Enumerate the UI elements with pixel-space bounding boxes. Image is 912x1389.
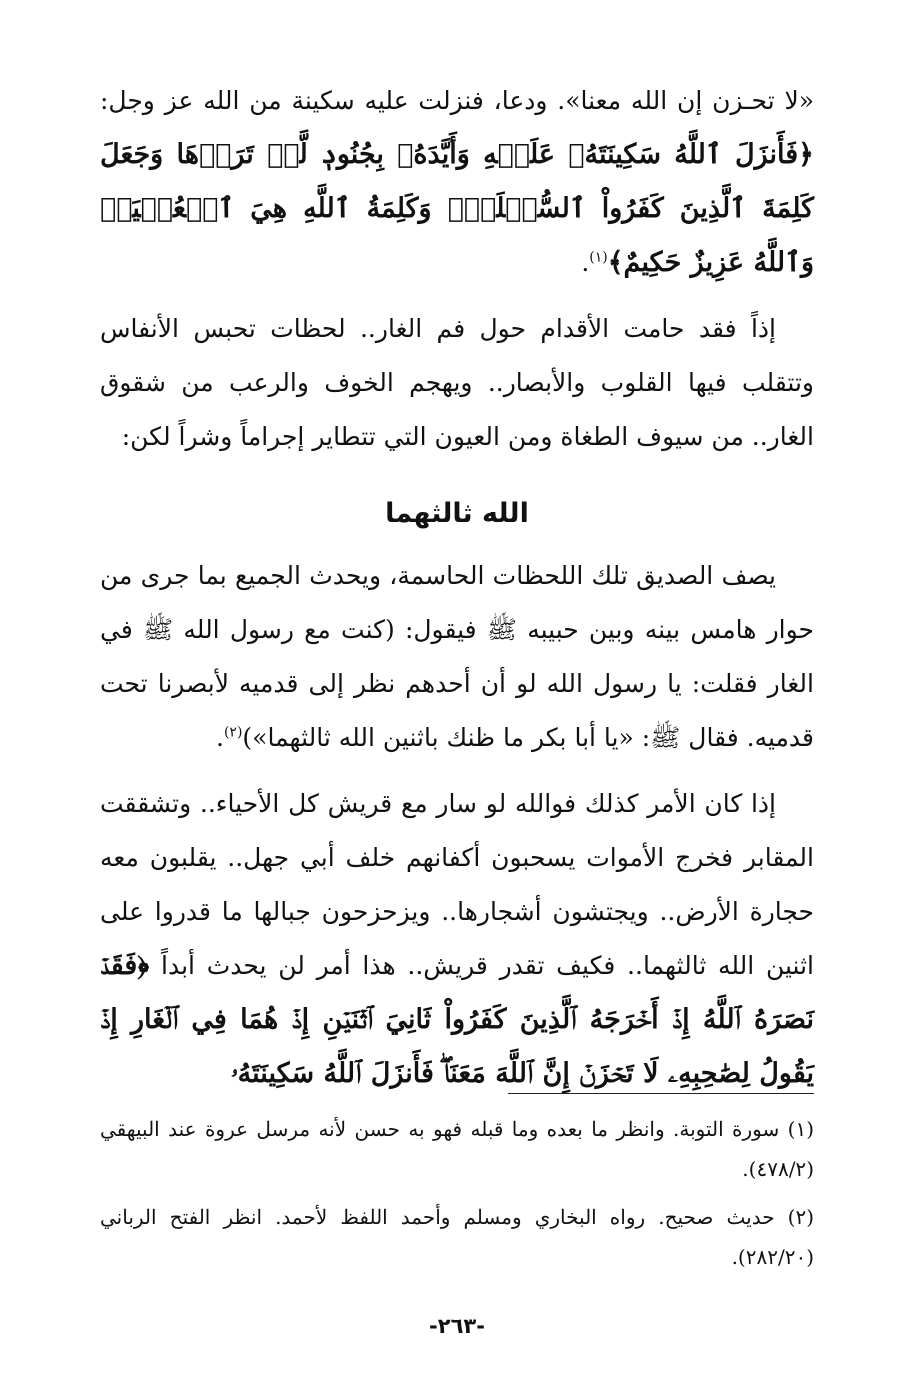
section-heading: الله ثالثهما bbox=[385, 498, 529, 529]
quran-verse: ﴿فَقَدۡ نَصَرَهُ ٱللَّهُ إِذۡ أَخۡرَجَهُ ٱلَّذِينَ كَفَرُواْ ثَانِيَ ٱثۡنَيۡنِ إِذۡ هُمَا فِي ٱلۡغَارِ إِذۡ يَقُولُ لِصَٰحِبِهِۦ لَا تَحۡزَنۡ إِنَّ ٱللَّهَ مَعَنَاۖ فَأَنزَلَ ٱللَّهُ سَكِينَتَهُۥ bbox=[100, 950, 814, 1089]
book-page bbox=[100, 74, 814, 1374]
footnote-2: (٢) حديث صحيح. رواه البخاري ومسلم وأحمد اللفظ لأحمد. انظر الفتح الرباني (٢٨٢/٢٠). bbox=[100, 1205, 814, 1269]
page-number: -٢٦٣- bbox=[429, 1314, 485, 1338]
paragraph-end: . bbox=[216, 723, 224, 752]
footnote-1: (١) سورة التوبة. وانظر ما بعده وما قبله فهو به حسن لأنه مرسل عروة عند البيهقي (٤٧٨/٢). bbox=[100, 1117, 814, 1181]
footnote-ref-1: (١) bbox=[589, 249, 608, 266]
main-text bbox=[100, 74, 814, 1089]
paragraph-quraysh bbox=[100, 777, 814, 1101]
quran-verse: ﴿فَأَنزَلَ ٱللَّهُ سَكِينَتَهُۥ عَلَيۡهِ وَأَيَّدَهُۥ بِجُنُودٖ لَّمۡ تَرَوۡهَا وَجَعَلَ كَلِمَةَ ٱلَّذِينَ كَفَرُواْ ٱلسُّفۡلَىٰۗ وَكَلِمَةُ ٱللَّهِ هِيَ ٱلۡعُلۡيَاۗ وَٱللَّهُ عَزِيزٌ حَكِيمٌ﴾ bbox=[100, 139, 814, 278]
paragraph-siddiq bbox=[100, 549, 814, 765]
paragraph-text: «لا تحـزن إن الله معنا». ودعا، فنزلت عليه سكينة من الله عز وجل: bbox=[100, 86, 814, 115]
paragraph-end: . bbox=[581, 248, 590, 277]
footnote-ref-2: (٢) bbox=[223, 724, 243, 741]
paragraph-text: إذا كان الأمر كذلك فوالله لو سار مع قريش كل الأحياء.. وتشققت المقابر فخرج الأموات يسحبون أكفانهم خلف أبي جهل.. يقلبون معه حجارة الأرض.. ويجتشون أشجارها.. ويزحزحون جبالها ما قدروا على اثنين الله ثالثهما.. فكيف تقدر قريش.. هذا أمر لن يحدث أبداً bbox=[100, 789, 814, 980]
footnotes bbox=[100, 1109, 814, 1285]
paragraph-cave: إذاً فقد حامت الأقدام حول فم الغار.. لحظات تحبس الأنفاس وتتقلب فيها القلوب والأبصار.. ويهجم الخوف والرعب من شقوق الغار.. من سيوف الطغاة ومن العيون التي تتطاير إجراماً وشراً لكن: bbox=[100, 314, 814, 451]
paragraph-verse-sakina bbox=[100, 74, 814, 290]
footnote-divider bbox=[508, 1093, 814, 1094]
paragraph-text: يصف الصديق تلك اللحظات الحاسمة، ويحدث الجميع بما جرى من حوار هامس بينه وبين حبيبه ﷺ فيقول: (كنت مع رسول الله ﷺ في الغار فقلت: يا رسول الله لو أن أحدهم نظر إلى قدميه لأبصرنا تحت قدميه. فقال ﷺ: «يا أبا بكر ما ظنك باثنين الله ثالثهما») bbox=[100, 561, 814, 752]
